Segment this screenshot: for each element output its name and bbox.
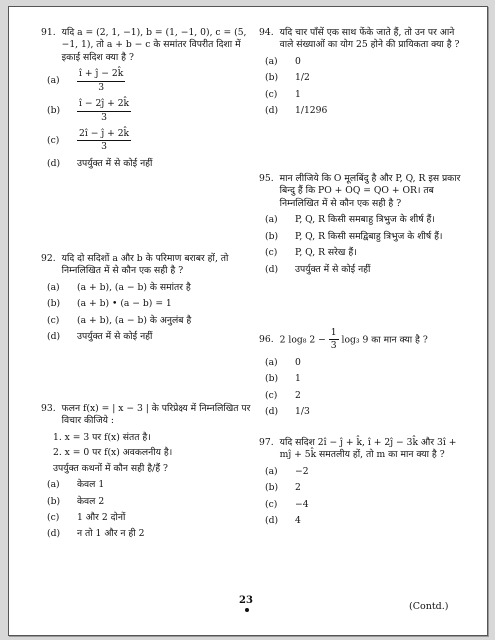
option-a: (a) (a + b), (a − b) के समांतर है bbox=[47, 281, 191, 293]
statement-1: 1. x = 3 पर f(x) संतत है। bbox=[53, 431, 151, 443]
option-d: (d) उपर्युक्त में से कोई नहीं bbox=[265, 263, 371, 275]
option-d: (d) उपर्युक्त में से कोई नहीं bbox=[47, 331, 153, 343]
question-number: 93. bbox=[41, 403, 56, 414]
question-number: 97. bbox=[259, 437, 274, 448]
question-number: 92. bbox=[41, 253, 56, 264]
option-b: (b) केवल 2 bbox=[47, 495, 105, 507]
options bbox=[259, 466, 464, 528]
options bbox=[259, 56, 464, 118]
option-b: (b) P, Q, R किसी समद्विबाहु त्रिभुज के शीर्ष हैं। bbox=[265, 230, 443, 242]
option-a: (a) 0 bbox=[265, 356, 301, 368]
question-97 bbox=[259, 437, 464, 532]
option-c: (c) 1 bbox=[265, 88, 301, 100]
option-d: (d) उपर्युक्त में से कोई नहीं bbox=[47, 157, 153, 169]
question-91 bbox=[41, 27, 253, 174]
options bbox=[41, 68, 253, 170]
question-number: 95. bbox=[259, 173, 274, 184]
option-a: (a) केवल 1 bbox=[47, 479, 105, 491]
option-c: (c) P, Q, R सरेख हैं। bbox=[265, 247, 357, 259]
fraction: $\frac{î - 2ĵ + 2k̂}{3}$ bbox=[79, 98, 130, 123]
question-stem: यदि चार पाँसें एक साथ फेंके जाते हैं, तो उन पर आने वाले संख्याओं का योग 25 होने की प्रायिकता क्या है ? bbox=[279, 27, 460, 51]
continued-label: (Contd.) bbox=[409, 601, 449, 612]
options bbox=[259, 357, 464, 419]
option-a: (a) −2 bbox=[265, 465, 309, 477]
option-d: (d) 1/3 bbox=[265, 406, 310, 418]
option-d: (d) 4 bbox=[265, 515, 301, 527]
question-stem: यदि दो सदिशों a और b के परिमाण बराबर हों, तो निम्नलिखित में से कौन एक सही है ? bbox=[61, 253, 229, 277]
question-92 bbox=[41, 253, 253, 348]
option-d: (d) न तो 1 और न ही 2 bbox=[47, 528, 145, 540]
option-a: (a) $\frac{î + ĵ - 2k̂}{3}$ bbox=[47, 68, 124, 93]
question-96 bbox=[259, 327, 464, 423]
options bbox=[259, 214, 464, 276]
option-b: (b) $\frac{î - 2ĵ + 2k̂}{3}$ bbox=[47, 98, 130, 123]
options bbox=[41, 282, 253, 344]
option-d: (d) 1/1296 bbox=[265, 105, 328, 117]
question-stem: मान लीजिये कि O मूलबिंदु है और P, Q, R इस प्रकार बिन्दु हैं कि PO + OQ = QO + OR। तब निम्नलिखित में से कौन एक सही है ? bbox=[279, 173, 461, 209]
option-c: (c) $\frac{2î - ĵ + 2k̂}{3}$ bbox=[47, 127, 130, 153]
statement-question: उपर्युक्त कथनों में कौन सही है/हैं ? bbox=[53, 462, 168, 474]
option-c: (c) (a + b), (a − b) के अनुलंब है bbox=[47, 314, 192, 326]
fraction: $\frac{2î - ĵ + 2k̂}{3}$ bbox=[79, 127, 130, 153]
question-95 bbox=[259, 173, 464, 280]
option-b: (b) 1 bbox=[265, 373, 301, 385]
question-94 bbox=[259, 27, 464, 122]
question-stem: यदि a = (2, 1, −1), b = (1, −1, 0), c = (5, −1, 1), तो a + b − c के समांतर विपरीत दिशा में इकाई सदिश क्या है ? bbox=[61, 27, 247, 63]
statements bbox=[53, 432, 253, 475]
options bbox=[41, 479, 253, 541]
question-stem: 2 log₈ 2 − $\frac{1}{3}$ log₃ 9 का मान क्या है ? bbox=[279, 327, 428, 352]
question-93 bbox=[41, 403, 253, 545]
exam-page bbox=[8, 6, 488, 636]
question-stem: फलन f(x) = | x − 3 | के परिप्रेक्ष्य में निम्नलिखित पर विचार कीजिये : bbox=[61, 403, 251, 427]
question-number: 96. bbox=[259, 333, 274, 345]
option-c: (c) −4 bbox=[265, 498, 309, 510]
option-a: (a) 0 bbox=[265, 55, 301, 67]
option-c: (c) 1 और 2 दोनों bbox=[47, 511, 126, 523]
page-dot bbox=[245, 608, 249, 612]
option-c: (c) 2 bbox=[265, 389, 301, 401]
statement-2: 2. x = 0 पर f(x) अवकलनीय है। bbox=[53, 447, 173, 459]
fraction: $\frac{î + ĵ - 2k̂}{3}$ bbox=[79, 68, 124, 93]
option-b: (b) 2 bbox=[265, 482, 301, 494]
option-b: (b) (a + b) • (a − b) = 1 bbox=[47, 298, 172, 310]
question-stem: यदि सदिश 2î − ĵ + k̂, î + 2ĵ − 3k̂ और 3î + mĵ + 5k̂ समतलीय हों, तो m का मान क्या है ? bbox=[279, 437, 457, 461]
question-number: 94. bbox=[259, 27, 274, 38]
option-a: (a) P, Q, R किसी समबाहु त्रिभुज के शीर्ष हैं। bbox=[265, 214, 435, 226]
question-number: 91. bbox=[41, 27, 56, 38]
fraction: $\frac{1}{3}$ bbox=[330, 327, 337, 352]
page-number: 23 bbox=[239, 595, 253, 606]
option-b: (b) 1/2 bbox=[265, 72, 310, 84]
